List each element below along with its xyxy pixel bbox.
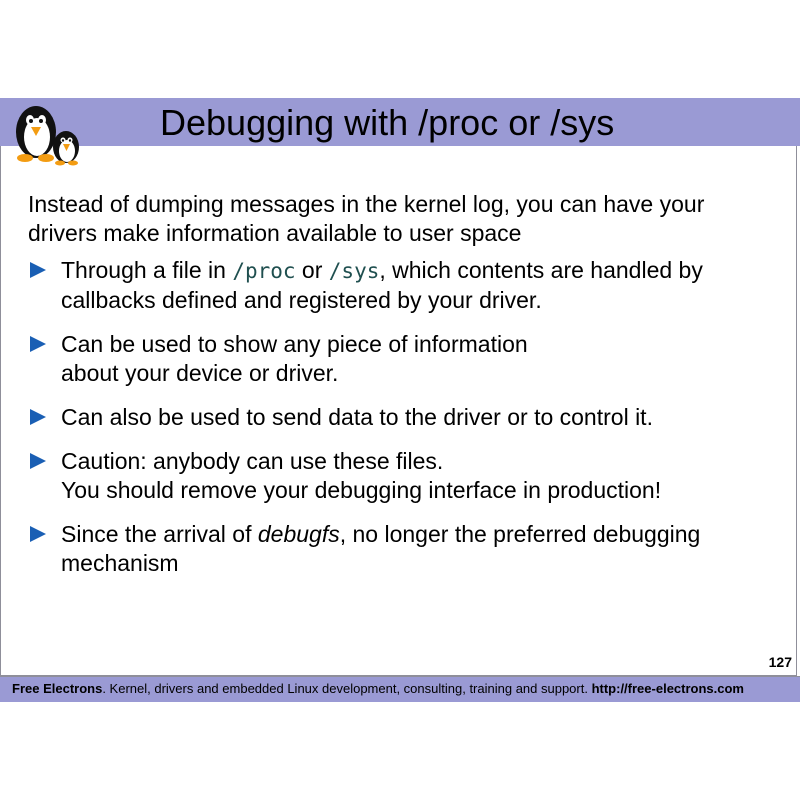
list-item (28, 520, 768, 578)
slide (0, 98, 800, 702)
code-path: /proc (232, 259, 296, 283)
bullet-text: about your device or driver. (61, 360, 339, 386)
bullet-text: You should remove your debugging interface in production! (61, 477, 662, 503)
emphasis-debugfs: debugfs (257, 521, 340, 547)
bullet-text: Since the arrival of (61, 521, 258, 547)
bullet-text: or (295, 257, 329, 283)
bullet-text: Can also be used to send data to the driver or to control it. (61, 404, 653, 430)
code-path: /sys (328, 259, 380, 283)
blue-triangle-bullet-icon (28, 261, 48, 279)
intro-paragraph: Instead of dumping messages in the kernel log, you can have your drivers make information available to user space (28, 191, 705, 246)
page-number: 127 (768, 654, 792, 670)
list-item (28, 256, 768, 315)
footer-description: . Kernel, drivers and embedded Linux development, consulting, training and support. (102, 681, 592, 696)
bullet-text: , no longer the preferred debugging mechanism (61, 521, 701, 576)
blue-triangle-bullet-icon (28, 525, 48, 543)
footer (0, 676, 800, 702)
bullet-text: Can be used to show any piece of information (61, 331, 528, 357)
list-item (28, 403, 768, 432)
list-item (28, 330, 768, 388)
slide-title: Debugging with /proc or /sys (160, 102, 615, 143)
slide-content (28, 190, 768, 593)
bullet-text: , which contents are handled by callbacks defined and registered by your driver. (61, 257, 703, 313)
blue-triangle-bullet-icon (28, 408, 48, 426)
title-bar (0, 98, 800, 146)
blue-triangle-bullet-icon (28, 452, 48, 470)
list-item (28, 447, 768, 505)
bullet-text: Caution: anybody can use these files. (61, 448, 444, 474)
footer-brand: Free Electrons (12, 681, 103, 696)
bullet-text: Through a file in (61, 257, 233, 283)
bullet-list (28, 256, 768, 578)
footer-url-link[interactable]: http://free-electrons.com (591, 681, 744, 696)
penguins-logo-icon (8, 100, 88, 168)
blue-triangle-bullet-icon (28, 335, 48, 353)
